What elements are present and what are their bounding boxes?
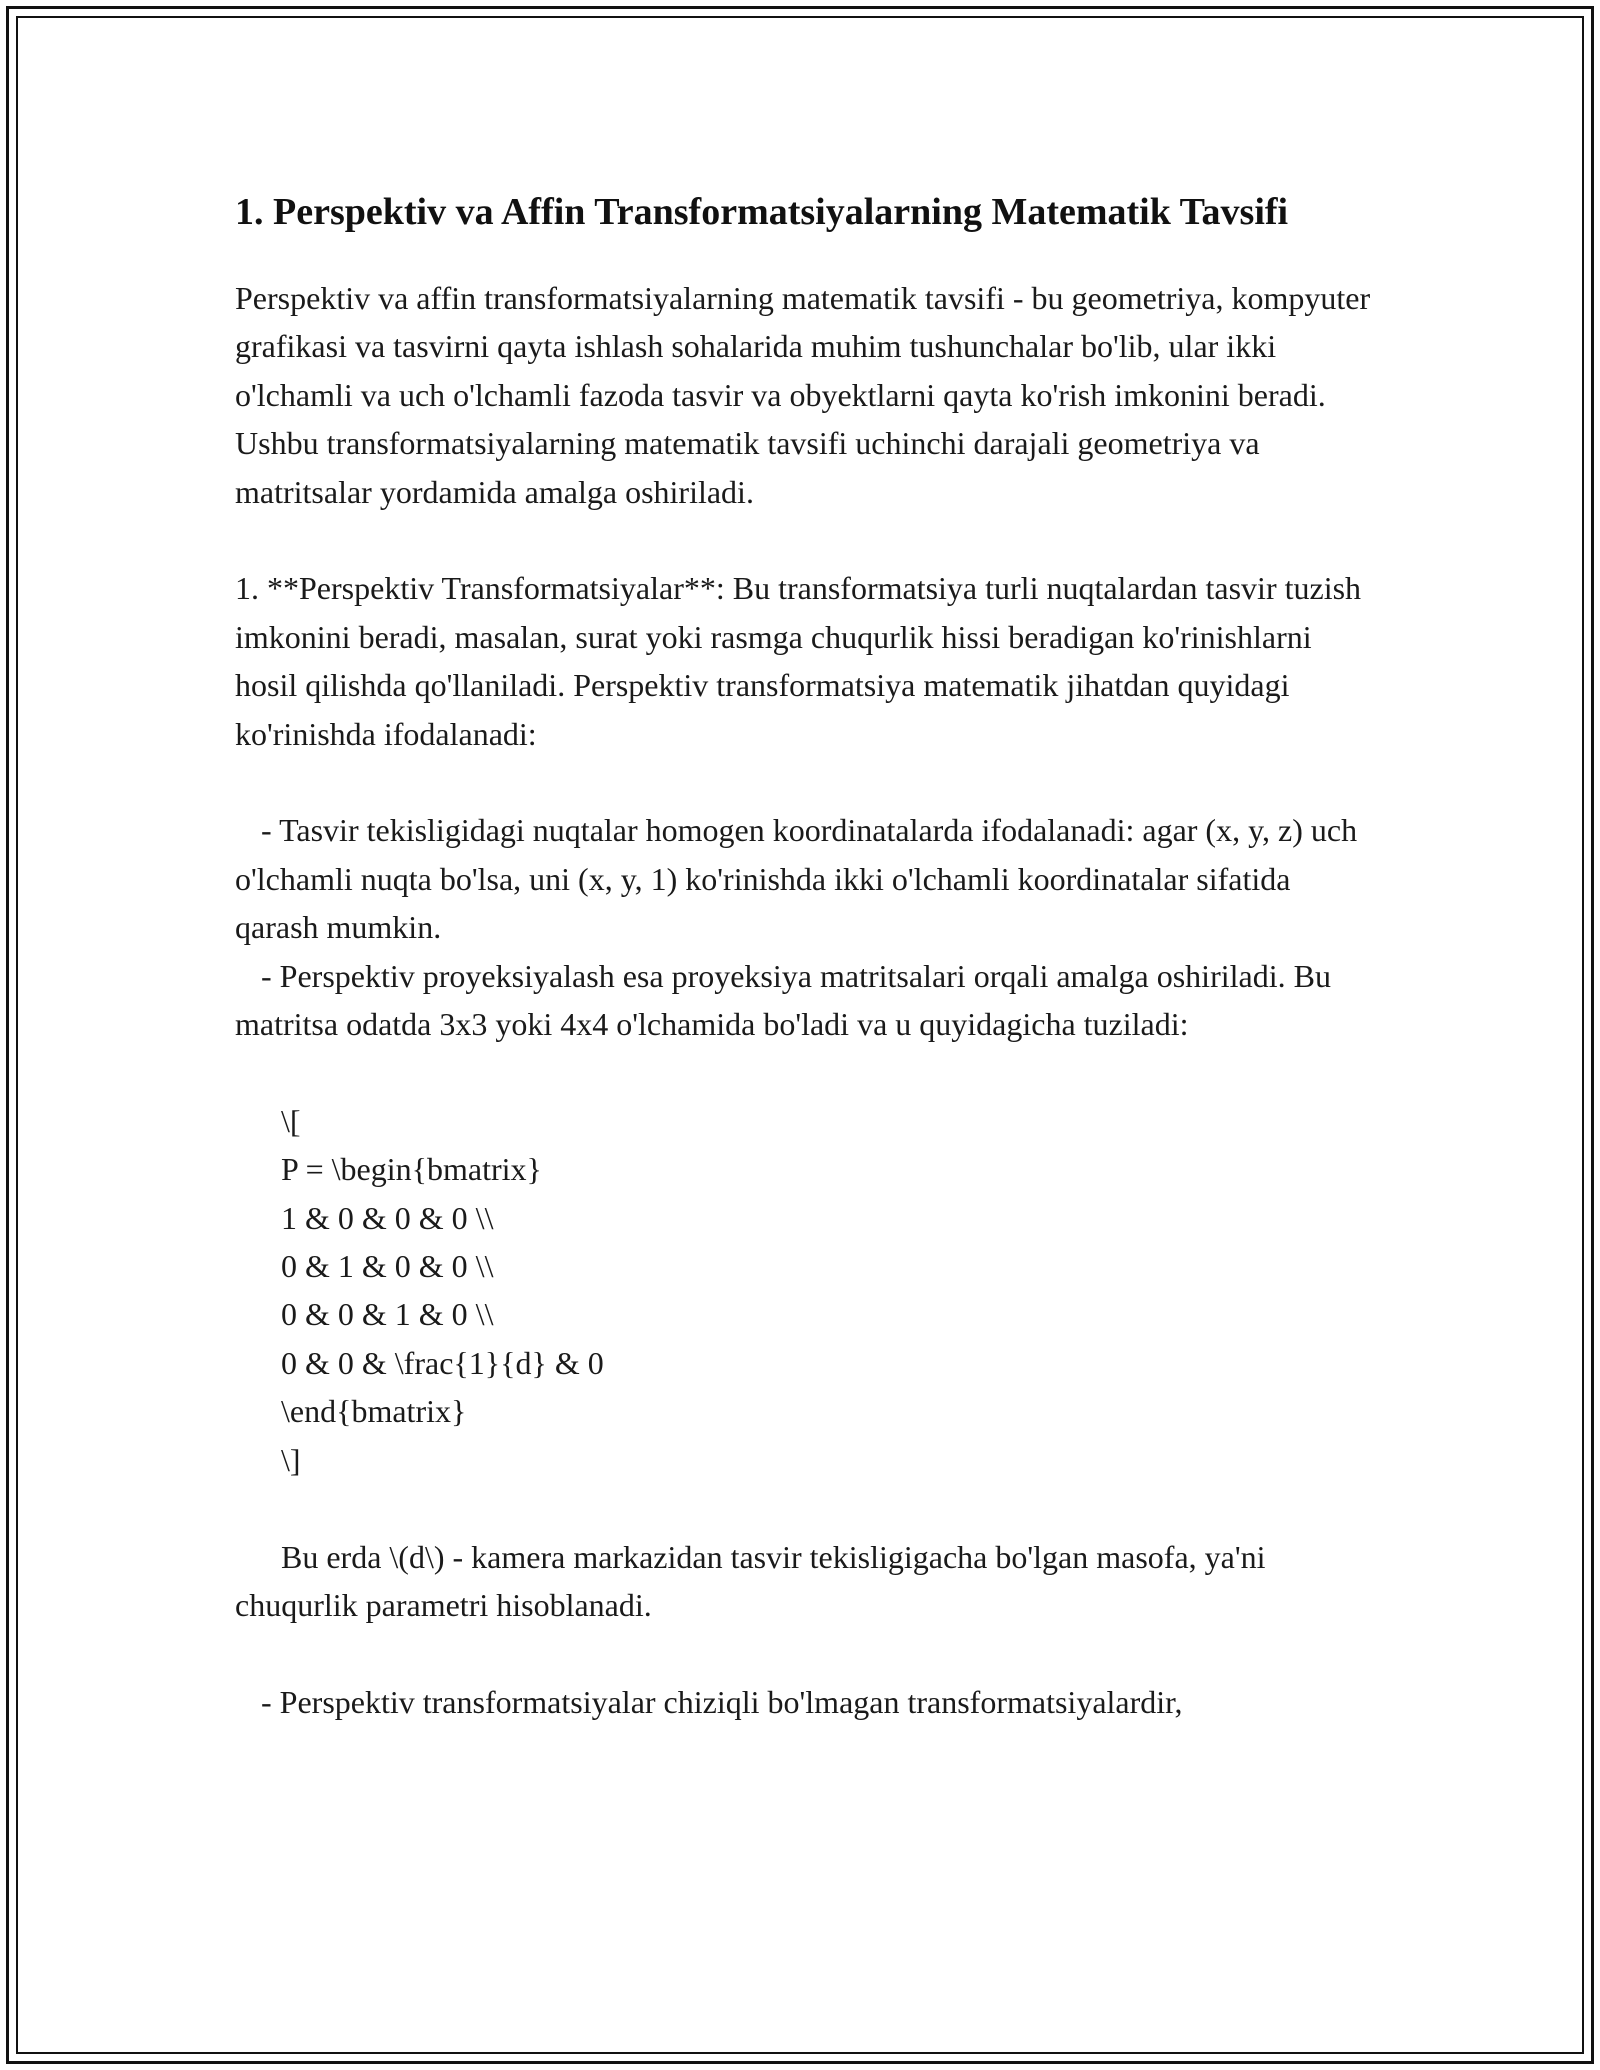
- paragraph-gap: [235, 1484, 1375, 1532]
- formula-line: \end{bmatrix}: [281, 1393, 467, 1430]
- formula-line: 1 & 0 & 0 & 0 \\: [281, 1199, 494, 1236]
- formula-line: \[: [281, 1102, 301, 1139]
- perspective-section-paragraph: 1. **Perspektiv Transformatsiyalar**: Bu transformatsiya turli nuqtalardan tasvir tuzish imkonini beradi, masalan, surat yoki rasmga chuqurlik hissi beradigan ko'rinishlarni hosil qilishda qo'llaniladi. Perspektiv transformatsiya matematik jihatdan quyidagi ko'rinishda ifodalanadi:: [235, 570, 1370, 752]
- paragraph-gap: [235, 1048, 1375, 1096]
- bullet-homogeneous-coordinates: - Tasvir tekisligidagi nuqtalar homogen koordinatalarda ifodalanadi: agar (x, y, z) uch o'lchamli nuqta bo'lsa, uni (x, y, 1) ko'rinishda ikki o'lchamli koordinatalar sifatida qarash mumkin.: [235, 812, 1366, 946]
- paragraph-gap: [235, 1629, 1375, 1677]
- document-body: [235, 185, 1379, 1726]
- intro-paragraph: Perspektiv va affin transformatsiyalarning matematik tavsifi - bu geometriya, kompyuter grafikasi va tasvirni qayta ishlash sohalarida muhim tushunchalar bo'lib, ular ikki o'lchamli va uch o'lchamli fazoda tasvir va obyektlarni qayta ko'rish imkonini beradi. Ushbu transformatsiyalarning matematik tavsifi uchinchi darajali geometriya va matritsalar yordamida amalga oshiriladi.: [235, 280, 1379, 510]
- formula-line: 0 & 1 & 0 & 0 \\: [281, 1248, 494, 1285]
- section-heading: 1. Perspektiv va Affin Transformatsiyalarning Matematik Tavsifi: [235, 191, 1289, 233]
- bullet-nonlinear-transformations: - Perspektiv transformatsiyalar chiziqli bo'lmagan transformatsiyalardir,: [261, 1683, 1183, 1720]
- depth-parameter-explanation: Bu erda \(d\) - kamera markazidan tasvir tekisligigacha bo'lgan masofa, ya'ni chuqurlik parametri hisoblanadi.: [235, 1538, 1274, 1623]
- paragraph-gap: [235, 516, 1375, 564]
- formula-line: 0 & 0 & \frac{1}{d} & 0: [281, 1344, 604, 1381]
- formula-line: 0 & 0 & 1 & 0 \\: [281, 1296, 494, 1333]
- matrix-formula: [235, 1097, 1375, 1484]
- bullet-projection-matrix: - Perspektiv proyeksiyalash esa proyeksiya matritsalari orqali amalga oshiriladi. Bu matritsa odatda 3x3 yoki 4x4 o'lchamida bo'ladi va u quyidagicha tuziladi:: [235, 957, 1339, 1043]
- paragraph-gap: [235, 758, 1375, 806]
- formula-line: P = \begin{bmatrix}: [281, 1151, 542, 1188]
- formula-line: \]: [281, 1441, 301, 1478]
